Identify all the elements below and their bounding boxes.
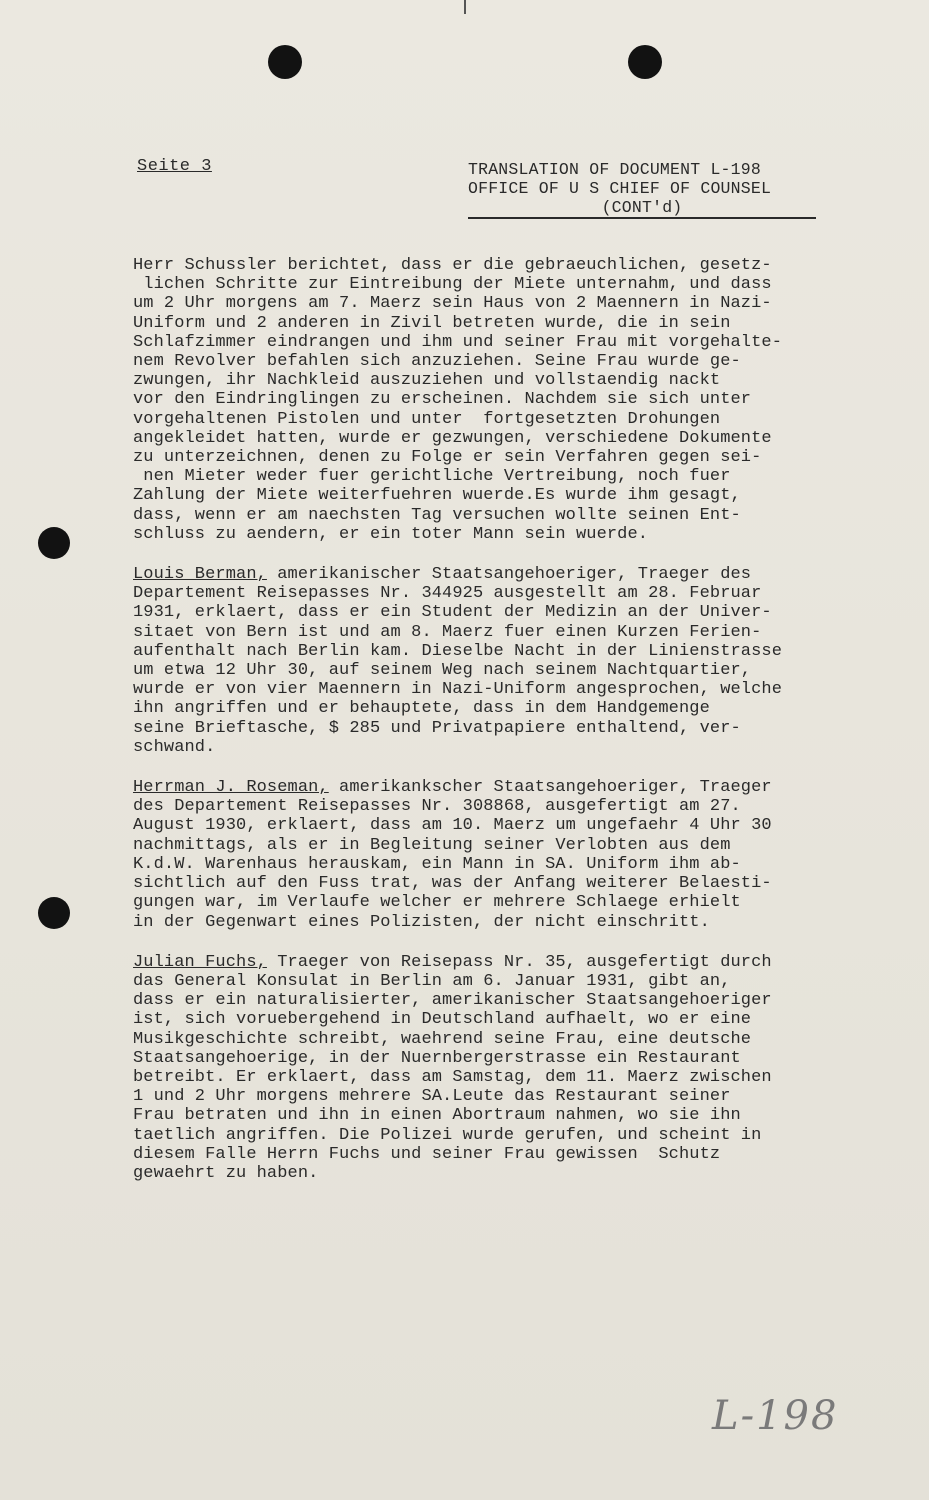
text-line: um 2 Uhr morgens am 7. Maerz sein Haus von 2 Maennern in Nazi-	[133, 294, 772, 314]
paragraph-roseman	[133, 778, 873, 932]
handwritten-document-ref: L-198	[712, 1393, 839, 1439]
text-line: ist, sich voruebergehend in Deutschland aufhaelt, wo er eine	[133, 1010, 752, 1030]
text-line: Staatsangehoerige, in der Nuernbergerstrasse ein Restaurant	[133, 1048, 741, 1068]
text-line: lichen Schritte zur Eintreibung der Miete unternahm, und dass	[133, 275, 772, 295]
person-name: Herrman J. Roseman,	[133, 778, 329, 798]
text-line: das General Konsulat in Berlin am 6. Januar 1931, gibt an,	[133, 971, 731, 991]
header-office: OFFICE OF U S CHIEF OF COUNSEL	[468, 179, 772, 198]
text-line: K.d.W. Warenhaus herauskam, ein Mann in SA. Uniform ihm ab-	[133, 854, 741, 874]
text-line: nachmittags, als er in Begleitung seiner Verlobten aus dem	[133, 835, 731, 855]
text-line: wurde er von vier Maennern in Nazi-Uniform angesprochen, welche	[133, 680, 783, 700]
first-line-rest: amerikankscher Staatsangehoeriger, Traeger	[328, 778, 772, 798]
text-line: Musikgeschichte schreibt, waehrend seine Frau, eine deutsche	[133, 1029, 752, 1049]
text-line: sichtlich auf den Fuss trat, was der Anfang weiterer Belaesti-	[133, 874, 772, 894]
paragraph-first-line	[133, 953, 873, 972]
text-line: diesem Falle Herrn Fuchs und seiner Frau gewissen Schutz	[133, 1144, 721, 1164]
text-line: Zahlung der Miete weiterfuehren wuerde.Es wurde ihm gesagt,	[133, 486, 741, 506]
paragraph-schussler	[133, 256, 873, 544]
person-name: Louis Berman,	[133, 565, 267, 585]
text-line: nem Revolver befahlen sich anzuziehen. Seine Frau wurde ge-	[133, 352, 741, 372]
text-line: 1931, erklaert, dass er ein Student der Medizin an der Univer-	[133, 603, 772, 623]
text-line: Schlafzimmer eindrangen und ihm und seiner Frau mit vorgehalte-	[133, 332, 783, 352]
text-line: taetlich angriffen. Die Polizei wurde gerufen, und scheint in	[133, 1125, 762, 1145]
text-line: angekleidet hatten, wurde er gezwungen, verschiedene Dokumente	[133, 428, 772, 448]
text-line: nen Mieter weder fuer gerichtliche Vertreibung, noch fuer	[133, 467, 731, 487]
text-line: gewaehrt zu haben.	[133, 1163, 319, 1183]
text-line: des Departement Reisepasses Nr. 308868, ausgefertigt am 27.	[133, 797, 741, 817]
text-line: schluss zu aendern, er ein toter Mann sein wuerde.	[133, 524, 649, 544]
header-continued: (CONT'd)	[601, 198, 683, 217]
punch-hole-top-right	[628, 45, 662, 79]
body-text	[133, 256, 873, 1204]
header-rule	[468, 217, 816, 219]
top-tick-mark	[464, 0, 466, 14]
punch-hole-left-upper	[38, 527, 70, 559]
text-line: betreibt. Er erklaert, dass am Samstag, dem 11. Maerz zwischen	[133, 1067, 772, 1087]
paragraph-first-line	[133, 778, 873, 797]
text-line: 1 und 2 Uhr morgens mehrere SA.Leute das Restaurant seiner	[133, 1087, 731, 1107]
text-line: in der Gegenwart eines Polizisten, der nicht einschritt.	[133, 912, 710, 932]
text-line: sitaet von Bern ist und am 8. Maerz fuer einen Kurzen Ferien-	[133, 622, 762, 642]
text-line: ihn angriffen und er behauptete, dass in dem Handgemenge	[133, 699, 710, 719]
person-name: Julian Fuchs,	[133, 952, 267, 972]
text-line: dass er ein naturalisierter, amerikanischer Staatsangehoeriger	[133, 991, 772, 1011]
text-line: gungen war, im Verlaufe welcher er mehrere Schlaege erhielt	[133, 893, 741, 913]
text-line: August 1930, erklaert, dass am 10. Maerz um ungefaehr 4 Uhr 30	[133, 816, 772, 836]
header-title: TRANSLATION OF DOCUMENT L-198	[468, 160, 761, 179]
document-header	[468, 160, 816, 219]
text-line: Departement Reisepasses Nr. 344925 ausgestellt am 28. Februar	[133, 584, 762, 604]
paragraph-berman	[133, 565, 873, 757]
punch-hole-left-lower	[38, 897, 70, 929]
text-line: dass, wenn er am naechsten Tag versuchen wollte seinen Ent-	[133, 505, 741, 525]
text-line: schwand.	[133, 737, 216, 757]
text-line: vorgehaltenen Pistolen und unter fortgesetzten Drohungen	[133, 409, 721, 429]
paragraph-fuchs	[133, 953, 873, 1183]
text-line: Uniform und 2 anderen in Zivil betreten wurde, die in sein	[133, 313, 731, 333]
text-line: vor den Eindringlingen zu erscheinen. Nachdem sie sich unter	[133, 390, 752, 410]
page-label: Seite 3	[137, 157, 212, 176]
punch-hole-top-left	[268, 45, 302, 79]
text-line: zu unterzeichnen, denen zu Folge er sein Verfahren gegen sei-	[133, 448, 762, 468]
first-line-rest: Traeger von Reisepass Nr. 35, ausgefertigt durch	[266, 952, 772, 972]
text-line: aufenthalt nach Berlin kam. Dieselbe Nacht in der Linienstrasse	[133, 641, 783, 661]
paragraph-first-line	[133, 565, 873, 584]
text-line: seine Brieftasche, $ 285 und Privatpapiere enthaltend, ver-	[133, 718, 741, 738]
first-line-rest: amerikanischer Staatsangehoeriger, Traeger des	[266, 565, 752, 585]
text-line: um etwa 12 Uhr 30, auf seinem Weg nach seinem Nachtquartier,	[133, 661, 752, 681]
text-line: Frau betraten und ihn in einen Abortraum nahmen, wo sie ihn	[133, 1106, 741, 1126]
text-line: zwungen, ihr Nachkleid auszuziehen und vollstaendig nackt	[133, 371, 721, 391]
text-line: Herr Schussler berichtet, dass er die gebraeuchlichen, gesetz-	[133, 256, 772, 275]
